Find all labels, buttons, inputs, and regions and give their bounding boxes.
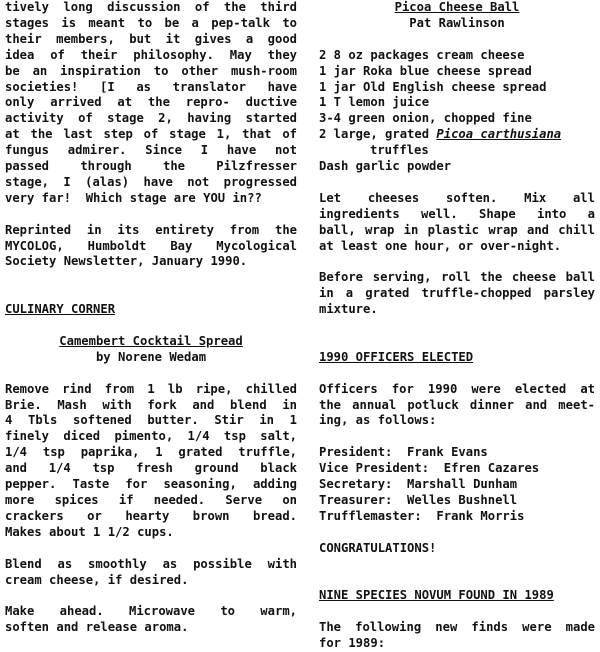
text-line: The following new finds were made [319, 620, 595, 635]
text-line: only arrived at the repro- ductive [5, 95, 297, 110]
text-line: 4 Tbls softened butter. Stir in 1 [5, 413, 297, 428]
text-line: idea of their philosophy. May they [5, 47, 297, 62]
text-line: Before serving, roll the cheese ball [319, 270, 595, 285]
ingredient-list [319, 48, 595, 175]
text-line: pepper. Taste for seasoning, adding [5, 477, 297, 492]
right-column [319, 0, 595, 652]
text-line: Blend as smoothly as possible with [5, 556, 297, 571]
recipe-author: by Norene Wedam [95, 349, 207, 364]
reprint-note [5, 223, 297, 271]
officer-item: Treasurer: Welles Bushnell [319, 492, 518, 507]
text-line: ingredients well. Shape into a [319, 206, 595, 221]
text-line: Remove rind from 1 lb ripe, chilled [5, 381, 297, 396]
text-line: stages is meant to be a pep-talk to [5, 15, 297, 30]
text-line: at the last step of stage 1, that of [5, 127, 297, 142]
left-column [5, 0, 297, 636]
text-line: in a grated truffle-chopped parsley [319, 286, 595, 301]
ingredient-item: 3-4 green onion, chopped fine [319, 111, 532, 126]
text-line: mixture. [319, 302, 378, 317]
blend-note [5, 557, 297, 589]
text-line: Let cheeses soften. Mix all [319, 190, 595, 205]
text-line: be an inspiration to other mush-room [5, 63, 297, 78]
ingredient-item: Dash garlic powder [319, 159, 452, 174]
ingredient-item: 1 T lemon juice [319, 95, 430, 110]
text-line: Makes about 1 1/2 cups. [5, 524, 174, 539]
ingredient-item: 2 large, grated Picoa carthusiana [319, 127, 562, 142]
ingredient-item: 2 8 oz packages cream cheese [319, 47, 525, 62]
ingredient-item-continued: truffles [370, 143, 429, 158]
ingredient-item: 1 jar Old English cheese spread [319, 79, 547, 94]
text-line: ing, as follows: [319, 413, 437, 428]
intro-paragraph [5, 0, 297, 207]
congratulations-text: CONGRATULATIONS! [319, 540, 437, 555]
ingredient-item: 1 jar Roka blue cheese spread [319, 63, 532, 78]
officer-item: President: Frank Evans [319, 445, 488, 460]
recipe-title: Camembert Cocktail Spread [59, 333, 243, 348]
text-line: and 1/4 tsp fresh ground black [5, 461, 297, 476]
text-line: their members, but it gives a good [5, 31, 297, 46]
text-line: stage, I (alas) have not progressed [5, 174, 297, 189]
text-line: passed through the Pilzfresser [5, 159, 297, 174]
text-line: Brie. Mash with fork and blend in [5, 397, 297, 412]
text-line: activity of stage 2, having started [5, 111, 297, 126]
text-line: Officers for 1990 were elected at [319, 381, 595, 396]
species-intro [319, 620, 595, 652]
species-name: Picoa carthusiana [436, 127, 562, 142]
text-line: at least one hour, or over-night. [319, 238, 562, 253]
text-line: societies! [I as translator have [5, 79, 297, 94]
officer-item: Trufflemaster: Frank Morris [319, 508, 525, 523]
text-line: cream cheese, if desired. [5, 572, 189, 587]
text-line: Make ahead. Microwave to warm, [5, 604, 297, 619]
text-line: ball, wrap in plastic wrap and chill [319, 222, 595, 237]
text-line: soften and release aroma. [5, 620, 189, 635]
text-line: MYCOLOG, Humboldt Bay Mycological [5, 238, 297, 253]
text-line: crackers or hearty brown bread. [5, 508, 297, 523]
officer-list [319, 445, 595, 525]
section-heading-culinary-corner: CULINARY CORNER [5, 302, 116, 317]
recipe-instructions [5, 382, 297, 541]
text-line: tively long discussion of the third [5, 0, 297, 14]
recipe-title: Picoa Cheese Ball [394, 0, 520, 14]
text-line: finely diced pimento, 1/4 tsp salt, [5, 429, 297, 444]
text-line: Reprinted in its entirety from the [5, 222, 297, 237]
text-line: Society Newsletter, January 1990. [5, 254, 248, 269]
officers-intro [319, 382, 595, 430]
officer-item: Secretary: Marshall Dunham [319, 477, 518, 492]
text-line: very far! Which stage are YOU in?? [5, 190, 262, 205]
section-heading-species: NINE SPECIES NOVUM FOUND IN 1989 [319, 588, 554, 603]
serving-paragraph [319, 270, 595, 318]
text-line: the annual potluck dinner and meet- [319, 397, 595, 412]
officer-item: Vice President: Efren Cazares [319, 461, 540, 476]
section-heading-officers: 1990 OFFICERS ELECTED [319, 349, 474, 364]
text-line: fungus admirer. Since I have not [5, 143, 297, 158]
method-paragraph [319, 191, 595, 255]
make-ahead-note [5, 604, 297, 636]
recipe-author: Pat Rawlinson [409, 15, 505, 30]
text-line: 1/4 tsp paprika, 1 grated truffle, [5, 445, 297, 460]
text-line: more spices if needed. Serve on [5, 493, 297, 508]
text-line: for 1989: [319, 636, 386, 651]
